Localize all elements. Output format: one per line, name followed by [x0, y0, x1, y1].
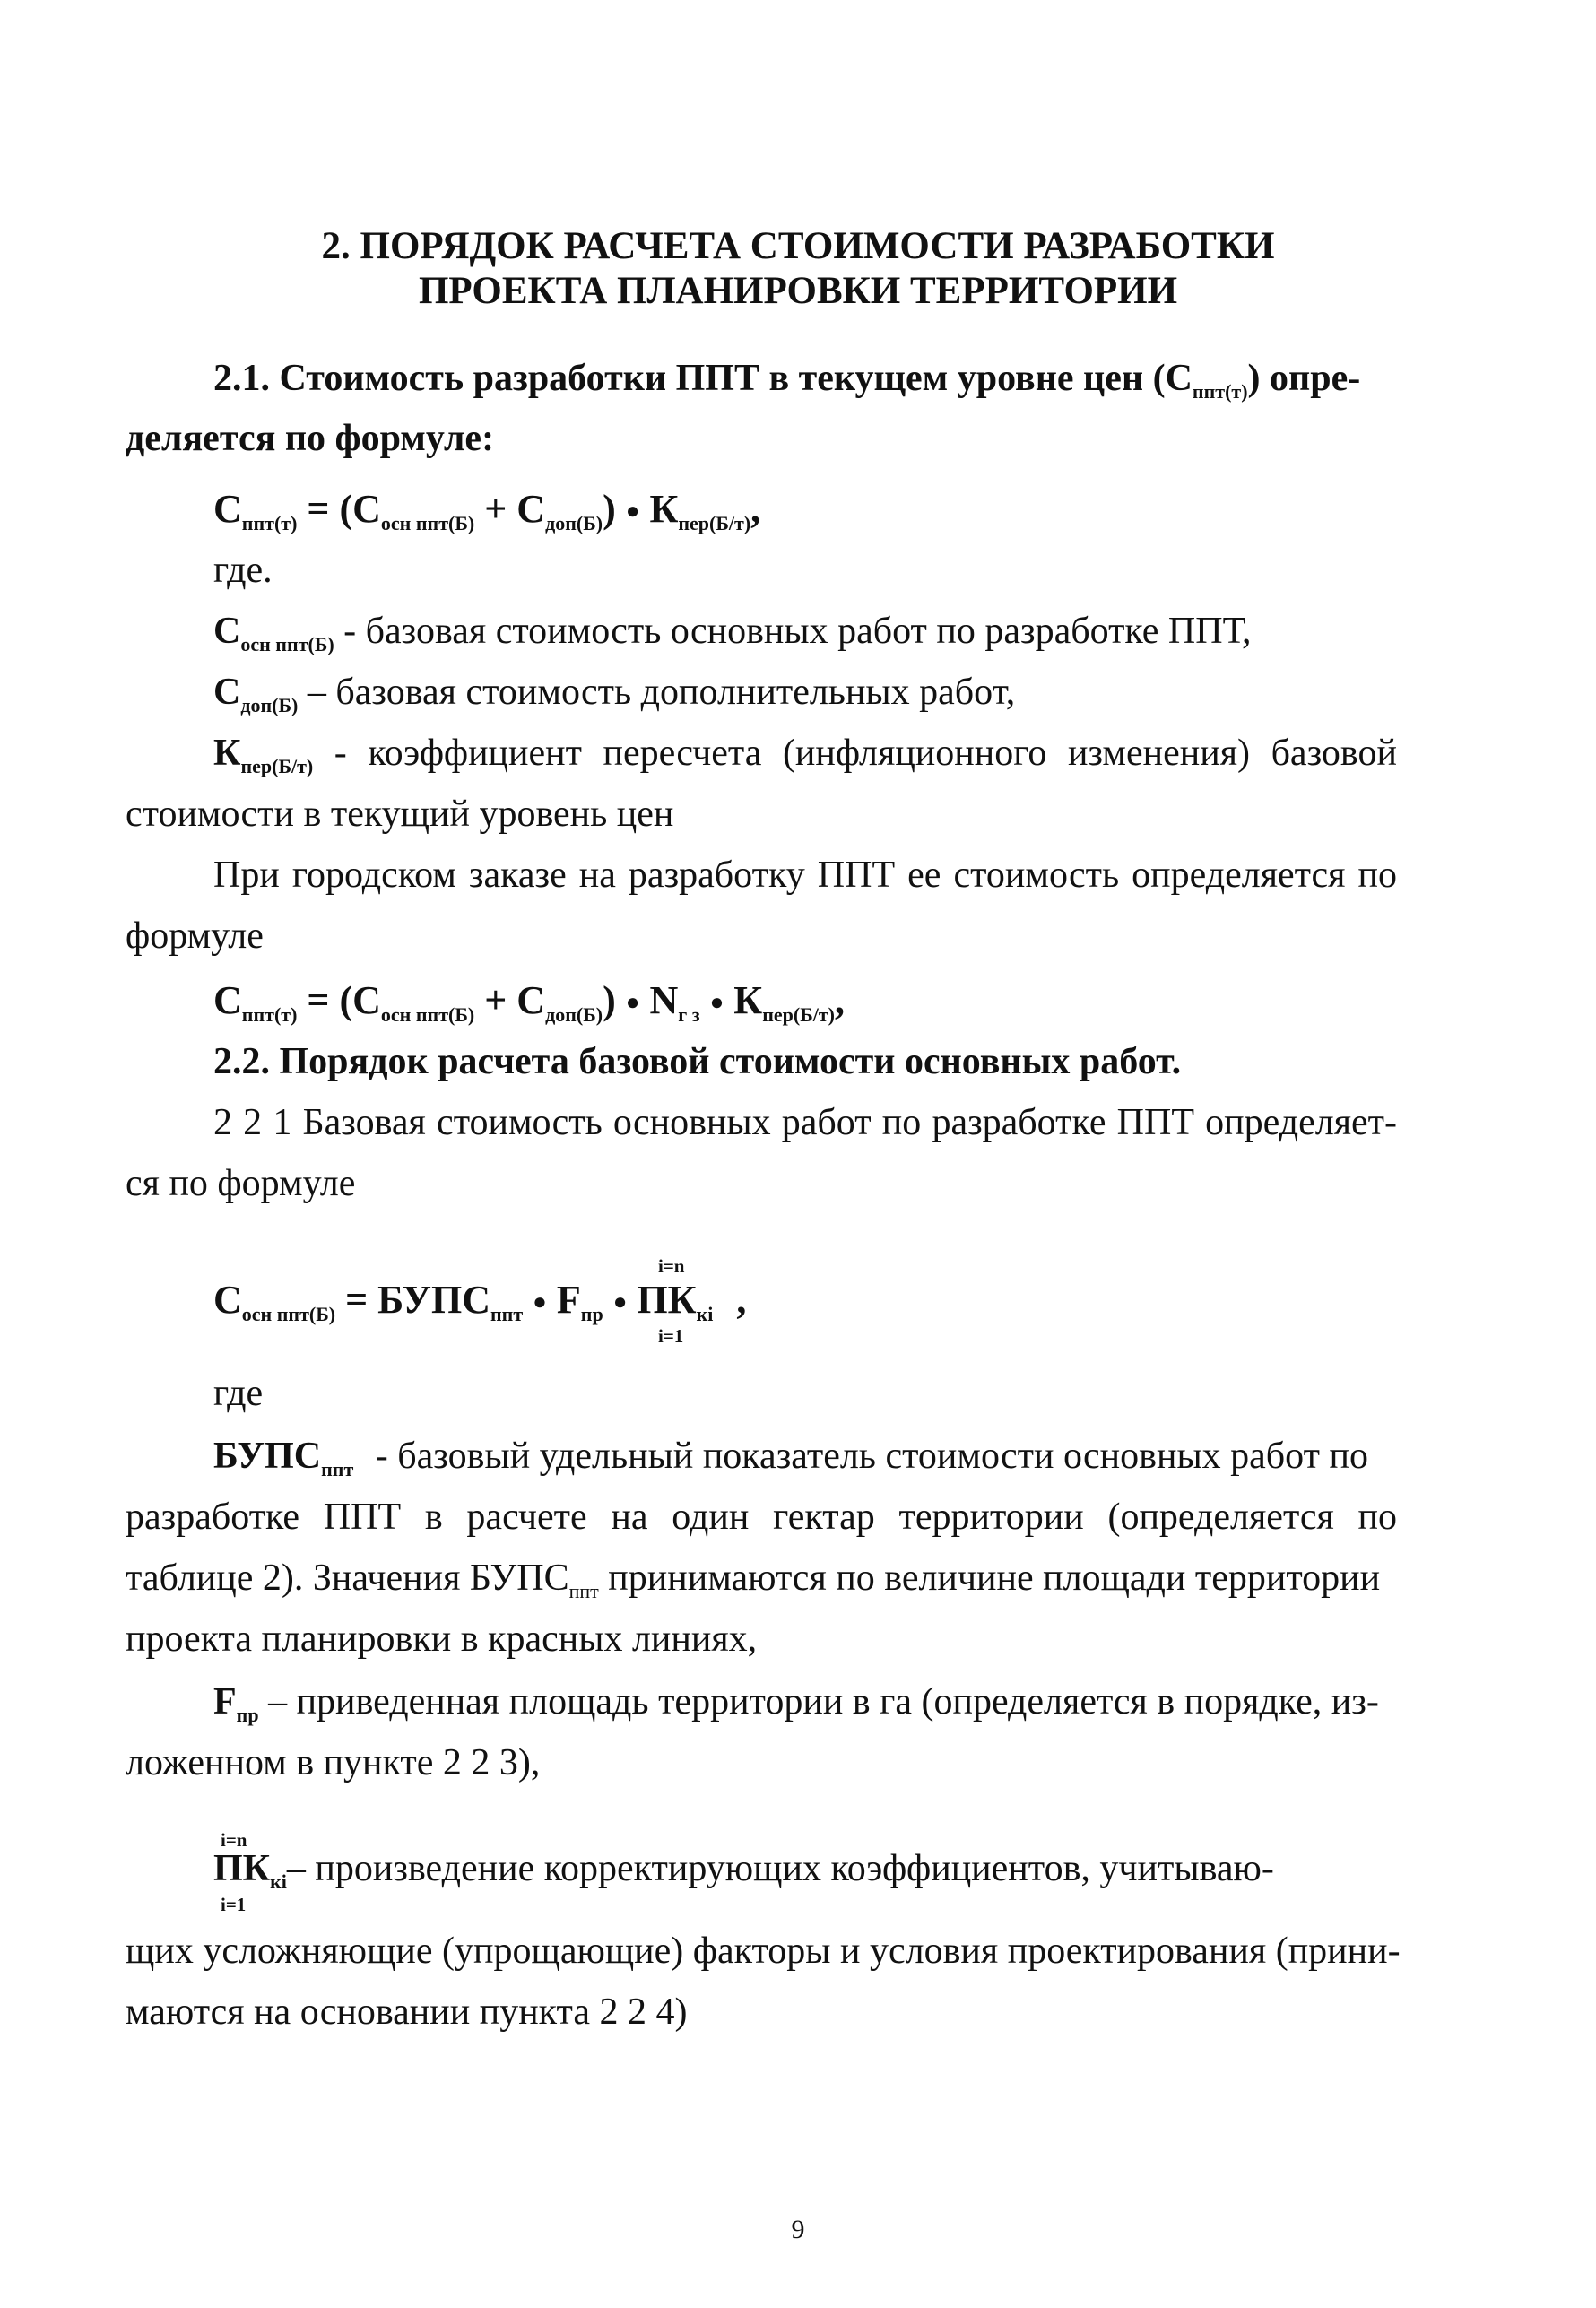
- subscript: доп(Б): [545, 512, 603, 534]
- definition-pk-line-2: щих усложняющие (упрощающие) факторы и условия проектирования (прини-: [126, 1931, 1401, 1972]
- definition-bups-line-4: проекта планировки в красных линиях,: [126, 1618, 758, 1660]
- definition-word: коэффициент: [368, 733, 582, 774]
- symbol-pk: ПК: [627, 1278, 697, 1322]
- product-upper-limit: i=n: [221, 1829, 247, 1851]
- subsection-2-1-text: 2.1. Стоимость разработки ППТ в текущем уровне цен (С: [213, 358, 1193, 399]
- formula-part: ,: [835, 978, 845, 1022]
- subsection-2-1-line-1: [213, 357, 1360, 403]
- subscript: доп(Б): [545, 1003, 603, 1026]
- formula-base-cost: [213, 1277, 746, 1326]
- definition-text: – приведенная площадь территории в га (определяется в порядке, из-: [258, 1681, 1379, 1722]
- formula-part: = БУПС: [335, 1278, 490, 1322]
- subscript: осн ппт(Б): [241, 1303, 336, 1325]
- definition-bups-line-2: разработке ППТ в расчете на один гектар территории (определяется по: [126, 1497, 1397, 1538]
- symbol-c: С: [213, 672, 241, 713]
- subscript: осн ппт(Б): [240, 633, 334, 655]
- definition-c-dop: [213, 671, 1015, 717]
- subscript: ппт(т): [1192, 380, 1248, 403]
- subscript: пер(Б/т): [678, 512, 751, 534]
- product-lower-limit: i=1: [221, 1894, 247, 1915]
- subsection-2-1-text-end: ) опре-: [1247, 358, 1361, 399]
- definition-text: – произведение корректирующих коэффициентов, учитываю-: [286, 1848, 1274, 1889]
- bullet-multiply-icon: ●: [625, 989, 640, 1015]
- formula-part: ): [603, 487, 616, 531]
- subscript: ппт(т): [241, 1003, 298, 1026]
- symbol-f: F: [546, 1278, 581, 1322]
- symbol-f: F: [213, 1681, 237, 1722]
- definition-pk-line-3: маются на основании пункта 2 2 4): [126, 1991, 688, 2033]
- definition-bups-line-3: [126, 1557, 1380, 1603]
- definition-word: -: [334, 733, 347, 774]
- definition-c-osn: [213, 610, 1252, 656]
- subsection-2-2-heading: 2.2. Порядок расчета базовой стоимости основных работ.: [213, 1041, 1182, 1082]
- formula-part: = (С: [297, 487, 381, 531]
- subscript: осн ппт(Б): [380, 1003, 475, 1026]
- formula-part: ,: [736, 1278, 747, 1322]
- definition-text: – базовая стоимость дополнительных работ,: [298, 672, 1016, 713]
- definition-word: базовой: [1271, 733, 1397, 774]
- page-number: 9: [791, 2215, 805, 2244]
- symbol-c: С: [213, 1278, 242, 1322]
- subscript: ппт(т): [241, 512, 298, 534]
- subsection-2-2-1-line-2: ся по формуле: [126, 1163, 356, 1204]
- definition-pk-line-1: [213, 1847, 1274, 1894]
- definition-text: - базовый удельный показатель стоимости основных работ по: [375, 1436, 1368, 1477]
- definition-word: (инфляционного: [782, 733, 1047, 774]
- definition-text: таблице 2). Значения БУПС: [126, 1557, 569, 1599]
- formula-part: ): [603, 978, 616, 1022]
- definition-k-per: [213, 732, 1397, 778]
- definition-word: пересчета: [603, 733, 762, 774]
- symbol-c: С: [213, 611, 241, 652]
- symbol-k: К: [213, 733, 241, 774]
- formula-cost-city-order: [213, 977, 845, 1027]
- city-order-line-1: При городском заказе на разработку ППТ ее стоимость определяется по: [213, 855, 1397, 896]
- subscript: пер(Б/т): [240, 755, 314, 777]
- formula-part: + С: [474, 487, 546, 531]
- where-label-2: где: [213, 1373, 264, 1414]
- definition-bups-line-1: [213, 1435, 1368, 1481]
- symbol-c: С: [213, 978, 242, 1022]
- bullet-multiply-icon: ●: [625, 498, 640, 524]
- subscript: доп(Б): [240, 694, 299, 716]
- formula-part: = (С: [297, 978, 381, 1022]
- definition-text: принимаются по величине площади территории: [598, 1557, 1381, 1599]
- symbol-k: К: [724, 978, 763, 1022]
- subscript: ппт: [568, 1580, 599, 1602]
- bullet-multiply-icon: ●: [709, 989, 724, 1015]
- section-title-line-2: ПРОЕКТА ПЛАНИРОВКИ ТЕРРИТОРИИ: [418, 270, 1178, 312]
- section-title-line-1: 2. ПОРЯДОК РАСЧЕТА СТОИМОСТИ РАЗРАБОТКИ: [321, 225, 1275, 267]
- definition-f-line-1: [213, 1680, 1379, 1727]
- city-order-line-2: формуле: [126, 915, 264, 957]
- subscript: ппт: [321, 1458, 354, 1480]
- symbol-bups: БУПС: [213, 1436, 322, 1477]
- symbol-n: N: [639, 978, 679, 1022]
- definition-f-line-2: ложенном в пункте 2 2 3),: [126, 1742, 541, 1783]
- subscript: осн ппт(Б): [380, 512, 475, 534]
- product-lower-limit: i=1: [658, 1325, 684, 1347]
- symbol-k: К: [639, 487, 679, 531]
- subscript: ппт: [490, 1303, 524, 1325]
- subscript: пр: [236, 1704, 259, 1726]
- subscript: пер(Б/т): [762, 1003, 835, 1026]
- subscript: кi: [696, 1303, 714, 1325]
- symbol-pk: ПК: [213, 1848, 271, 1889]
- where-label-1: где.: [213, 550, 273, 591]
- subscript: кi: [270, 1870, 287, 1893]
- product-upper-limit: i=n: [658, 1255, 685, 1277]
- subsection-2-1-line-2: деляется по формуле:: [126, 418, 495, 459]
- formula-cost-current: [213, 486, 760, 535]
- definition-k-per-line-2: стоимости в текущий уровень цен: [126, 794, 674, 835]
- subsection-2-2-1-line-1: 2 2 1 Базовая стоимость основных работ по разработке ППТ определяет-: [213, 1102, 1397, 1143]
- bullet-multiply-icon: ●: [612, 1288, 628, 1315]
- bullet-multiply-icon: ●: [533, 1288, 547, 1315]
- formula-part: + С: [474, 978, 546, 1022]
- formula-part: ,: [750, 487, 761, 531]
- symbol-c: С: [213, 487, 242, 531]
- definition-word: изменения): [1067, 733, 1251, 774]
- subscript: пр: [580, 1303, 603, 1325]
- definition-text: - базовая стоимость основных работ по разработке ППТ,: [334, 611, 1252, 652]
- subscript: г з: [678, 1003, 700, 1026]
